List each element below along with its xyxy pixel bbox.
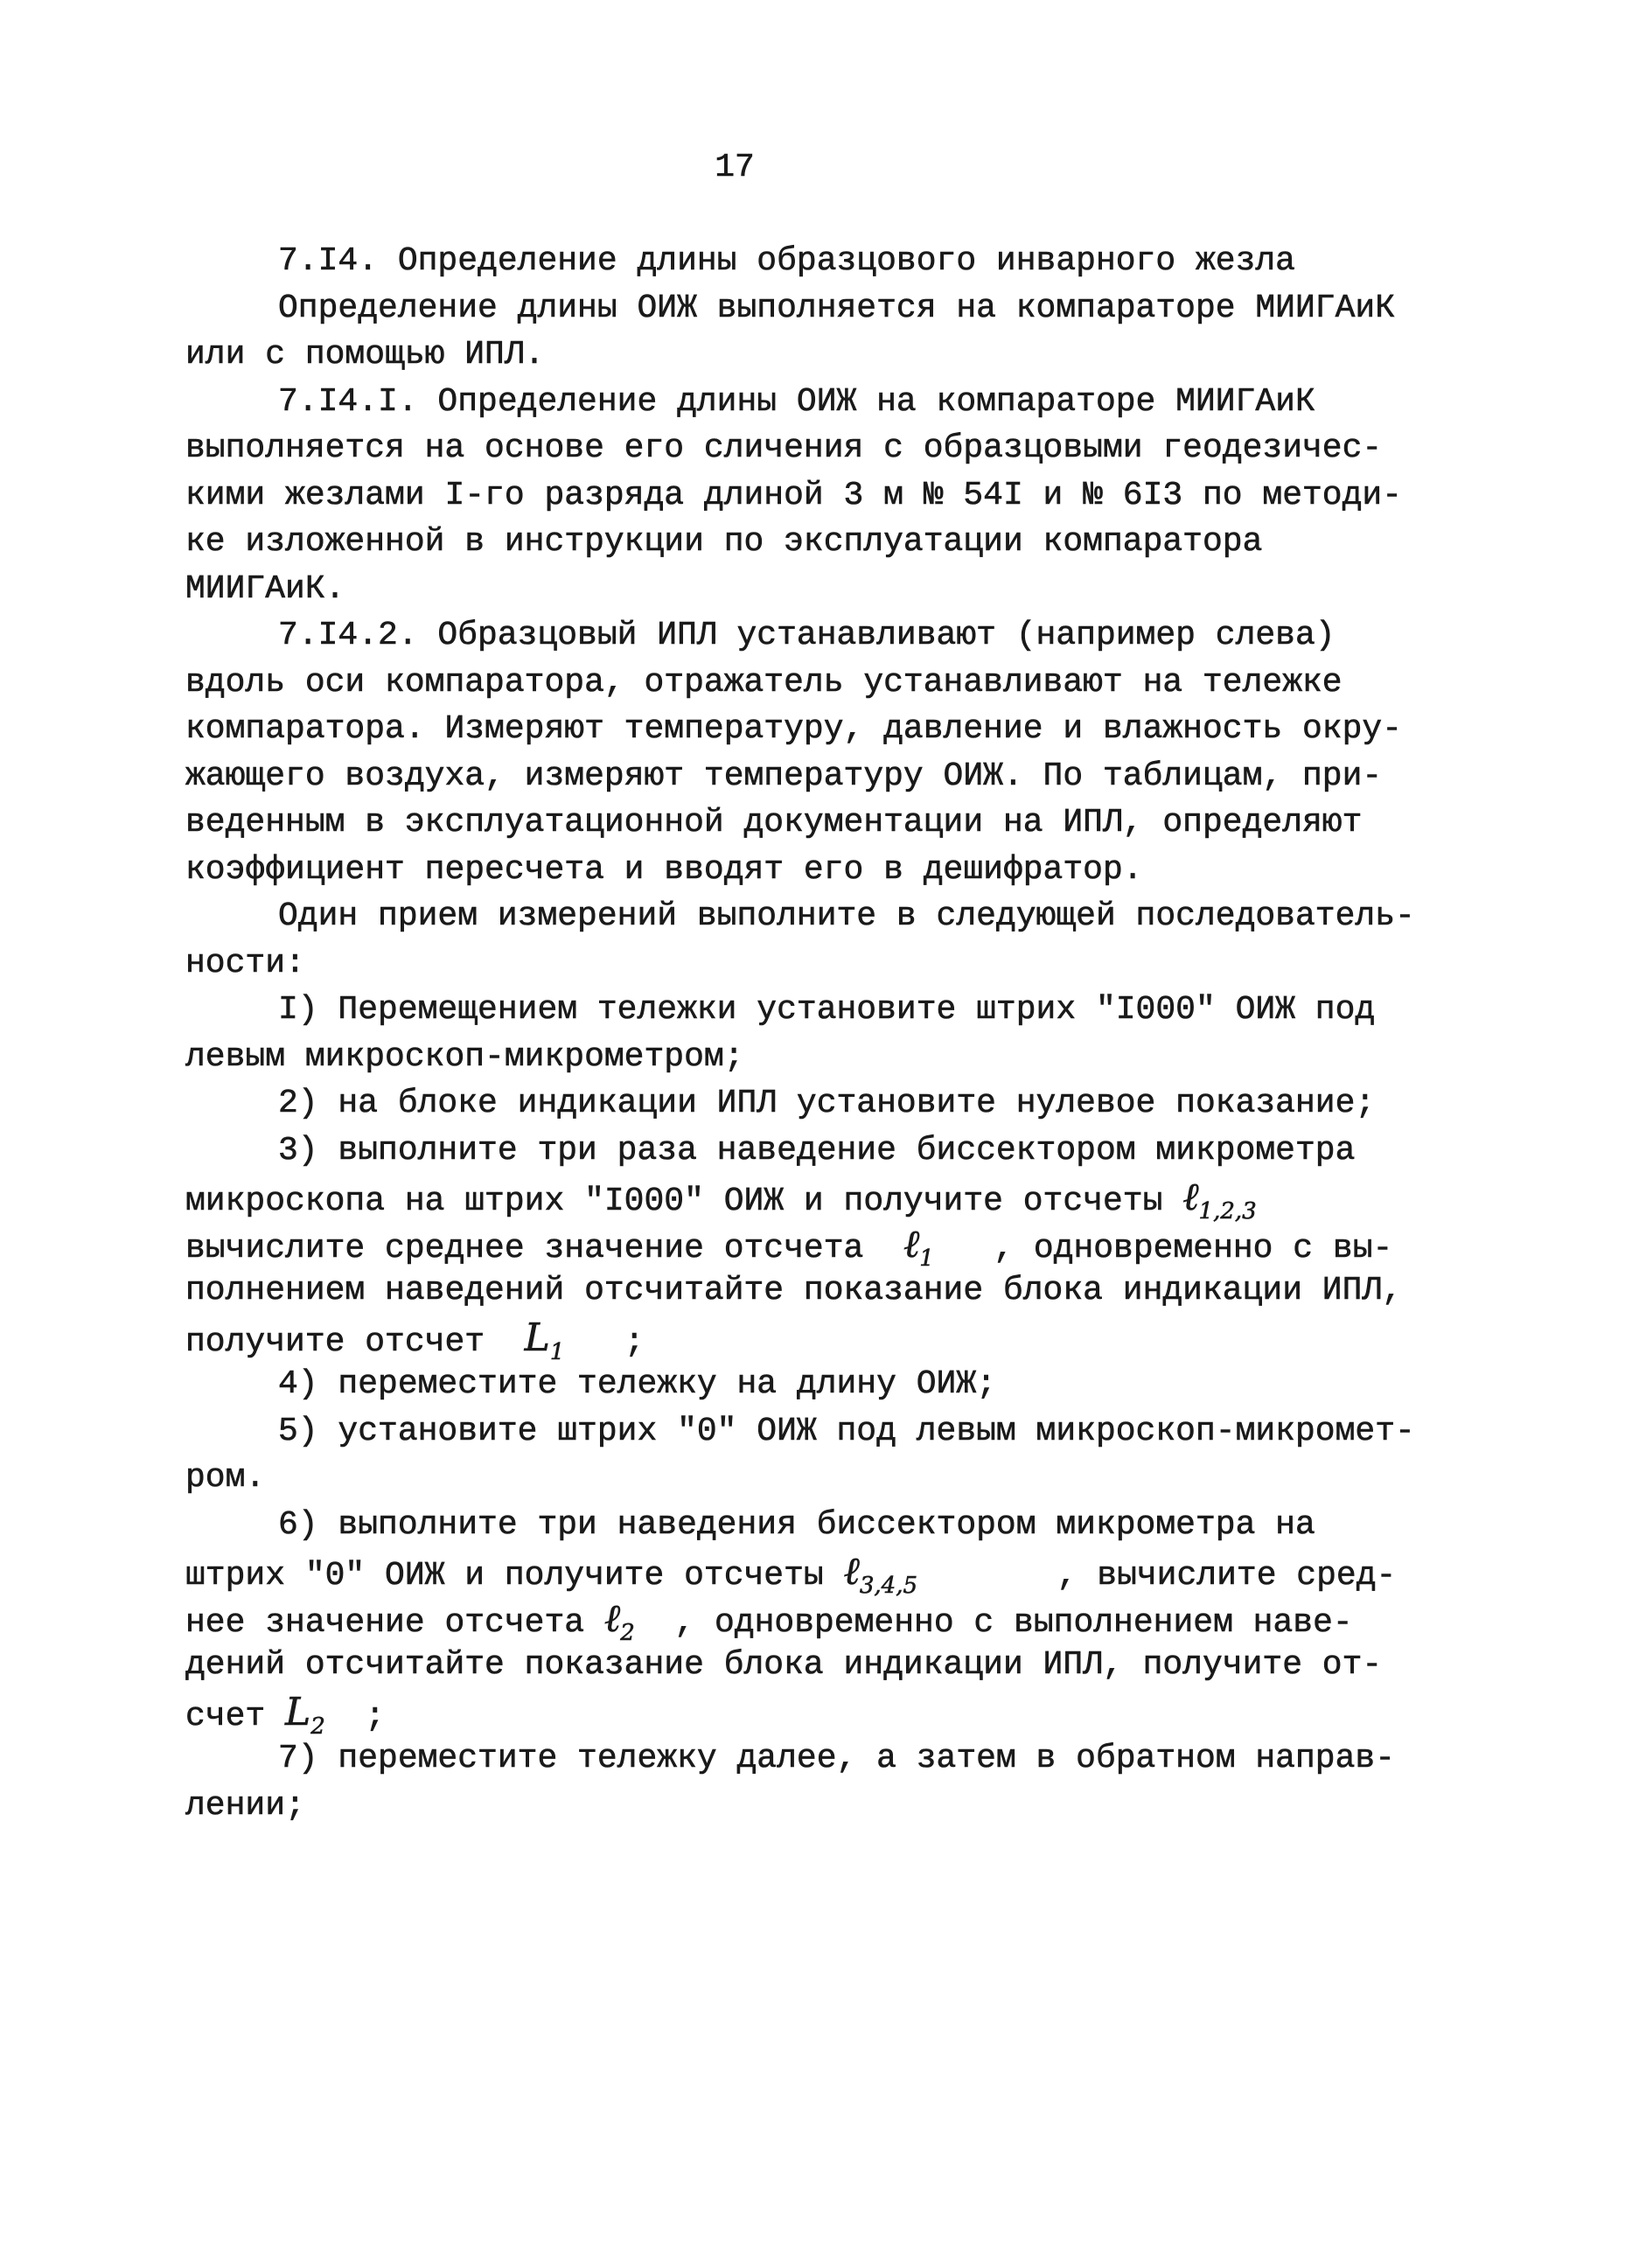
list-item-3: 3) выполните три раза наведение биссектором микрометра <box>278 1131 1356 1169</box>
paragraph-line: кими жезлами I-го разряда длиной 3 м № 54I и № 6I3 по методи- <box>185 476 1403 514</box>
paragraph-line: ке изложенной в инструкции по эксплуатации компаратора <box>185 523 1263 561</box>
list-item-6-cont: счет $L_2$ ; <box>185 1689 386 1740</box>
list-item-3-cont: вычислите среднее значение отсчета ℓ$_1$ , одновременно с вы- <box>185 1221 1393 1272</box>
paragraph-line: выполняется на основе его сличения с образцовыми геодезичес- <box>185 429 1383 467</box>
paragraph-line: ности: <box>185 944 305 982</box>
formula-l-2: ℓ$_2$ <box>603 1595 635 1646</box>
list-item-7-cont: лении; <box>185 1786 305 1825</box>
list-item-4: 4) переместите тележку на длину ОИЖ; <box>278 1365 996 1403</box>
paragraph-line: веденным в эксплуатационной документации на ИПЛ, определяют <box>185 804 1363 841</box>
list-item-7: 7) переместите тележку далее, а затем в обратном направ- <box>278 1740 1396 1777</box>
paragraph-line: 7.I4.2. Образцовый ИПЛ устанавливают (например слева) <box>278 617 1336 654</box>
list-item-2: 2) на блоке индикации ИПЛ установите нулевое показание; <box>278 1085 1376 1122</box>
list-item-6-cont: нее значение отсчета ℓ$_2$ , одновременно с выполнением наве- <box>185 1595 1353 1646</box>
formula-L-2: $L_2$ <box>285 1689 325 1740</box>
paragraph-line: жающего воздуха, измеряют температуру ОИЖ. По таблицам, при- <box>185 757 1383 795</box>
list-item-3-cont: микроскопа на штрих "I000" ОИЖ и получите отсчеты ℓ$_{1,2,3}$ <box>185 1175 1257 1225</box>
paragraph-line: вдоль оси компаратора, отражатель устанавливают на тележке <box>185 663 1343 701</box>
list-item-6-cont: дений отсчитайте показание блока индикации ИПЛ, получите от- <box>185 1646 1383 1684</box>
paragraph-line: Определение длины ОИЖ выполняется на компараторе МИИГАиК <box>278 289 1396 327</box>
list-item-5: 5) установите штрих "0" ОИЖ под левым микроскоп-микромет- <box>278 1412 1415 1450</box>
section-heading-7-14: 7.I4. Определение длины образцового инварного жезла <box>278 242 1295 280</box>
paragraph-line: или с помощью ИПЛ. <box>185 336 545 373</box>
list-item-1: I) Перемещением тележки установите штрих "I000" ОИЖ под <box>278 991 1376 1029</box>
paragraph-line: коэффициент пересчета и вводят его в дешифратор. <box>185 850 1143 889</box>
formula-l-123: ℓ$_{1,2,3}$ <box>1182 1175 1257 1225</box>
list-item-5-cont: ром. <box>185 1459 266 1497</box>
formula-l-1: ℓ$_1$ <box>903 1221 934 1272</box>
paragraph-line: МИИГАиК. <box>185 569 345 608</box>
formula-L-1: $L_1$ <box>524 1315 565 1365</box>
formula-l-345: ℓ$_{3,4,5}$ <box>843 1549 918 1599</box>
list-item-1-cont: левым микроскоп-микрометром; <box>185 1037 744 1076</box>
paragraph-line: компаратора. Измеряют температуру, давление и влажность окру- <box>185 710 1403 748</box>
list-item-3-cont: полнением наведений отсчитайте показание блока индикации ИПЛ, <box>185 1272 1403 1309</box>
page-number: 17 <box>715 149 755 186</box>
list-item-6: 6) выполните три наведения биссектором микрометра на <box>278 1505 1315 1544</box>
list-item-6-cont: штрих "0" ОИЖ и получите отсчеты ℓ$_{3,4,5}$ , вычислите сред- <box>185 1549 1397 1599</box>
paragraph-line: 7.I4.I. Определение длины ОИЖ на компараторе МИИГАиК <box>278 382 1315 421</box>
paragraph-line: Один прием измерений выполните в следующей последователь- <box>278 897 1415 935</box>
body-text <box>185 238 1415 1829</box>
list-item-3-cont: получите отсчет $L_1$ ; <box>185 1315 645 1365</box>
